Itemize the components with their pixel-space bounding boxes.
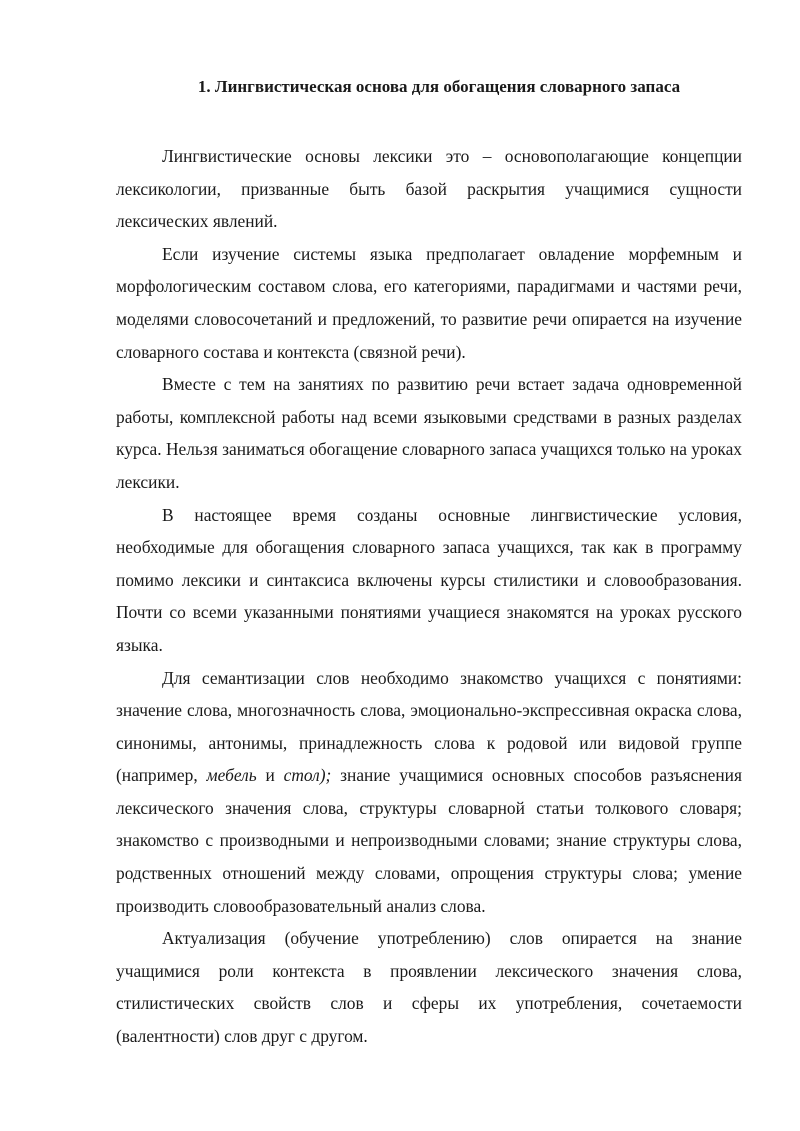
paragraph-3: Вместе с тем на занятиях по развитию речи встает задача одновременной работы, комплексной работы над всеми языковыми средствами в разных разделах курса. Нельзя заниматься обогащение словарного запаса учащихся только на уроках лексики. xyxy=(116,374,742,492)
paragraph-5-text-1: Для семантизации слов необходимо знакомство учащихся с понятиями: значение слова, многозначность слова, эмоционально-экспрессивная окраска слова, синонимы, антонимы, принадлежность слова к родовой или видовой группе (например, xyxy=(116,667,742,786)
paragraph-2: Если изучение системы языка предполагает овладение морфемным и морфологическим составом слова, его категориями, парадигмами и частями речи, моделями словосочетаний и предложений, то развитие речи опирается на изучение словарного состава и контекста (связной речи). xyxy=(116,243,742,362)
document-page xyxy=(116,74,742,1053)
paragraph-5 xyxy=(116,662,742,923)
example-word-furniture: мебель xyxy=(206,765,257,786)
example-word-table: стол); xyxy=(283,765,332,786)
section-heading: 1. Лингвистическая основа для обогащения словарного запаса xyxy=(197,77,681,96)
paragraph-1: Лингвистические основы лексики это – основополагающие концепции лексикологии, призванные быть базой раскрытия учащимися сущности лексических явлений. xyxy=(116,146,742,232)
paragraph-5-text-3: знание учащимися основных способов разъяснения лексического значения слова, структуры словарной статьи толкового словаря; знакомство с производными и непроизводными словами; знание структуры слова, родственных отношений между словами, опрощения структуры слова; умение производить словообразовательный анализ слова. xyxy=(116,765,742,916)
paragraph-6: Актуализация (обучение употреблению) слов опирается на знание учащимися роли контекста в проявлении лексического значения слова, стилистических свойств слов и сферы их употребления, сочетаемости (валентности) слов друг с другом. xyxy=(116,928,742,1047)
paragraph-5-text-2: и xyxy=(256,765,284,786)
paragraph-4: В настоящее время созданы основные лингвистические условия, необходимые для обогащения словарного запаса учащихся, так как в программу помимо лексики и синтаксиса включены курсы стилистики и словообразования. Почти со всеми указанными понятиями учащиеся знакомятся на уроках русского языка. xyxy=(116,504,742,655)
